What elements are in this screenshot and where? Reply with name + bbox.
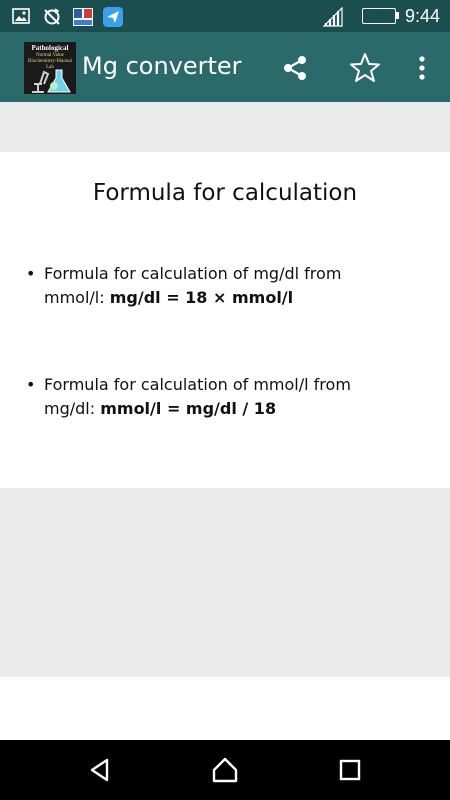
share-button[interactable] [273,46,317,90]
microscope-flask-icon [24,62,76,94]
app-logo[interactable] [24,42,76,94]
formula-item-mgdl [26,262,366,310]
recents-button[interactable] [325,750,375,790]
home-icon [211,756,239,784]
overflow-menu-button[interactable] [400,46,444,90]
app-bar [0,32,450,102]
app-notification-icon [72,7,94,32]
status-bar [0,0,450,32]
formula-item-formula: mg/dl = 18 × mmol/l [109,288,294,307]
sync-off-icon [42,7,62,32]
battery-nub [396,12,399,19]
card-title: Formula for calculation [92,180,358,206]
bullet-dot-icon: • [26,375,36,394]
formula-item-text: Formula for calculation of mg/dl from mmol/l: [44,264,342,307]
app-logo-title: Pathological [31,44,69,52]
overflow-menu-icon [417,55,427,81]
lower-panel [0,677,450,740]
battery-icon [362,8,396,24]
recents-icon [338,758,362,782]
back-icon [87,757,113,783]
app-logo-subtitle: Normal Value Biochemistry-Manual Lab [28,53,72,70]
signal-icon [322,7,344,32]
share-icon [280,53,310,83]
formula-card [0,152,450,488]
formula-item-formula: mmol/l = mg/dl / 18 [100,399,277,418]
home-button[interactable] [200,750,250,790]
formula-item-text: Formula for calculation of mmol/l from mg/dl: [44,375,351,418]
send-icon [103,7,123,32]
navigation-bar [0,740,450,800]
battery-percent: 94% [368,9,392,21]
bullet-dot-icon: • [26,264,36,283]
content-area[interactable] [0,102,450,740]
formula-item-mmoll [26,373,366,421]
star-icon [348,51,382,85]
clock: 9:44 [404,6,440,26]
app-title: Mg converter [82,52,242,80]
favorite-button[interactable] [343,46,387,90]
back-button[interactable] [75,750,125,790]
image-icon [12,7,30,30]
